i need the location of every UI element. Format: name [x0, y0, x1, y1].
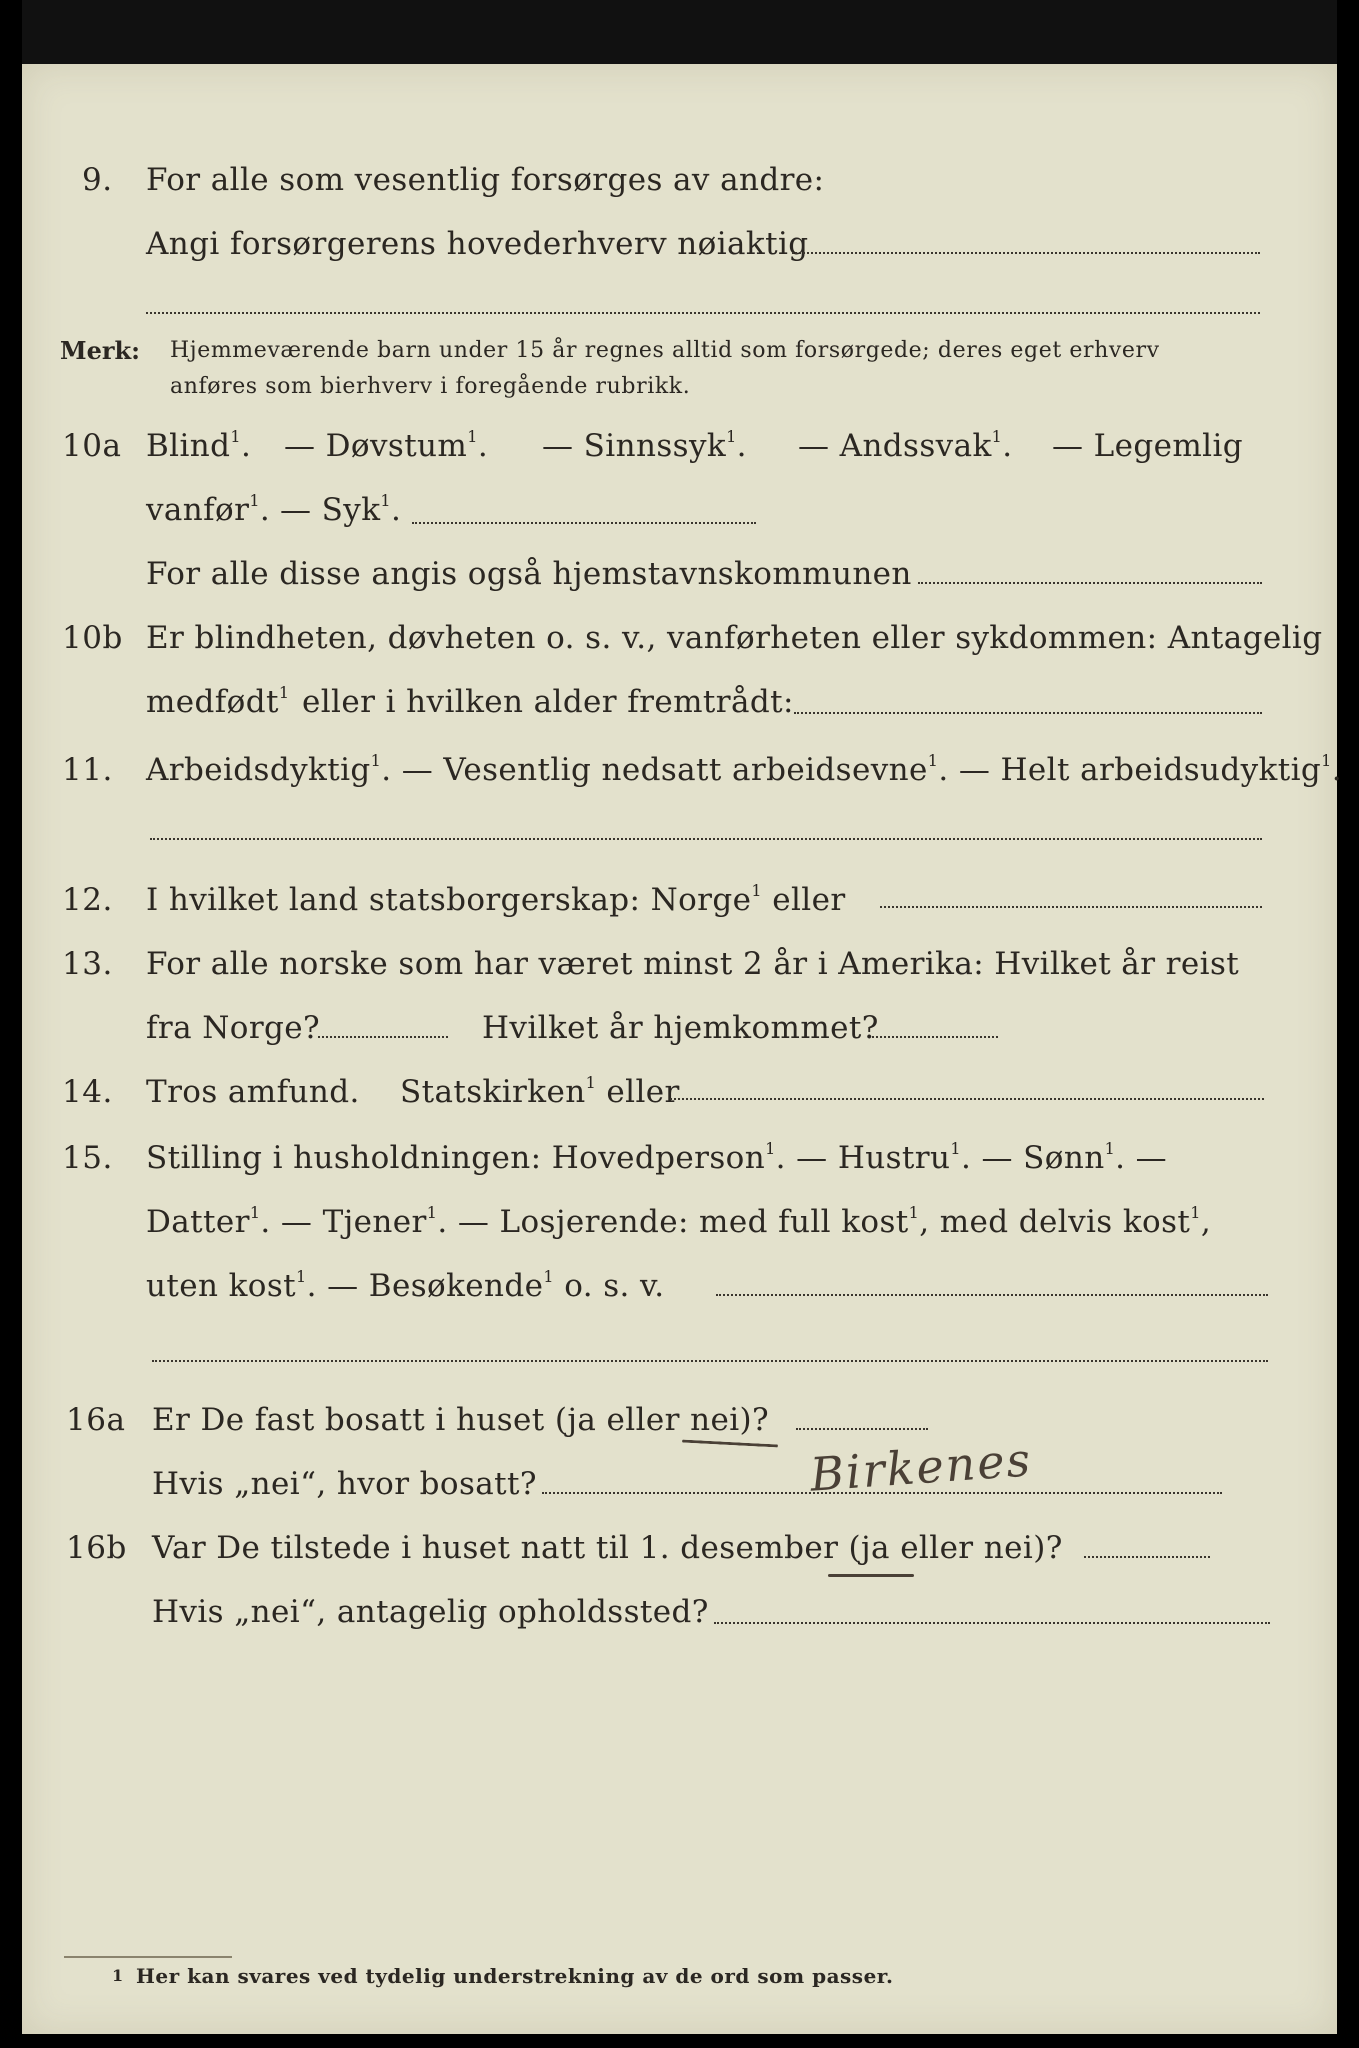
- option-statskirken[interactable]: Statskirken$^1$ eller: [400, 1073, 680, 1110]
- footnote-marker: 1: [112, 1966, 124, 1985]
- answer-line[interactable]: [716, 1294, 1268, 1296]
- answer-line[interactable]: [880, 906, 1262, 908]
- question-number: 16a: [66, 1402, 126, 1438]
- question-number: 10a: [62, 428, 122, 464]
- option-andssvak[interactable]: — Andssvak$^1$.: [798, 427, 1013, 464]
- note-label: Merk:: [60, 336, 140, 365]
- note-text: Hjemmeværende barn under 15 år regnes alltid som forsørgede; deres eget erhverv: [170, 338, 1160, 363]
- answer-line[interactable]: [918, 582, 1262, 584]
- answer-line[interactable]: [872, 1036, 998, 1038]
- scan-top-border: [22, 0, 1337, 64]
- answer-line[interactable]: [792, 252, 1260, 254]
- question-text: Var De tilstede i huset natt til 1. desember (ja eller nei)?: [152, 1530, 1063, 1566]
- option-medfodt[interactable]: medfødt$^1$: [146, 683, 290, 720]
- question-text: fra Norge?: [146, 1010, 321, 1046]
- answer-line[interactable]: [412, 522, 756, 524]
- question-number: 10b: [62, 620, 123, 656]
- answer-line[interactable]: [796, 1428, 928, 1430]
- question-number: 15.: [62, 1140, 113, 1176]
- option-legemlig[interactable]: — Legemlig: [1052, 428, 1244, 464]
- answer-line[interactable]: [318, 1036, 448, 1038]
- question-text: Hvilket år hjemkommet?: [482, 1010, 879, 1046]
- question-text: Hvis „nei“, antagelig opholdssted?: [152, 1594, 709, 1630]
- question-text: For alle disse angis også hjemstavnskommunen: [146, 556, 912, 592]
- handwritten-underline: [828, 1574, 914, 1577]
- question-text: eller i hvilken alder fremtrådt:: [302, 684, 794, 720]
- question-text: Er De fast bosatt i huset (ja eller nei)?: [152, 1402, 770, 1438]
- question-text: Tros amfund.: [146, 1074, 360, 1110]
- question-number: 13.: [62, 946, 113, 982]
- note-text: anføres som bierhverv i foregående rubrikk.: [170, 374, 691, 399]
- option-vanfor[interactable]: vanfør$^1$.: [146, 491, 271, 528]
- handwritten-answer: Birkenes: [808, 1432, 1034, 1502]
- option-line[interactable]: Stilling i husholdningen: Hovedperson$^1$. — Hustru$^1$. — Sønn$^1$. —: [146, 1139, 1168, 1176]
- option-dovstum[interactable]: — Døvstum$^1$.: [284, 427, 489, 464]
- question-number: 14.: [62, 1074, 113, 1110]
- footnote-rule: [64, 1956, 232, 1958]
- question-text: For alle som vesentlig forsørges av andre:: [146, 162, 825, 198]
- question-number: 16b: [66, 1530, 127, 1566]
- option-line[interactable]: Arbeidsdyktig$^1$. — Vesentlig nedsatt arbeidsevne$^1$. — Helt arbeidsudyktig$^1$.: [146, 751, 1343, 788]
- option-line[interactable]: Datter$^1$. — Tjener$^1$. — Losjerende: med full kost$^1$, med delvis kost$^1$,: [146, 1203, 1212, 1240]
- answer-line[interactable]: [714, 1622, 1270, 1624]
- option-line[interactable]: uten kost$^1$. — Besøkende$^1$ o. s. v.: [146, 1267, 665, 1304]
- option-sinnssyk[interactable]: — Sinnssyk$^1$.: [542, 427, 747, 464]
- question-text: I hvilket land statsborgerskap: Norge$^1$ eller: [146, 881, 846, 918]
- answer-line[interactable]: [146, 312, 1260, 314]
- question-text: Angi forsørgerens hovederhverv nøiaktig: [146, 226, 809, 262]
- option-syk[interactable]: — Syk$^1$.: [280, 491, 402, 528]
- question-text: Hvis „nei“, hvor bosatt?: [152, 1466, 537, 1502]
- question-text: For alle norske som har været minst 2 år i Amerika: Hvilket år reist: [146, 946, 1240, 982]
- question-text: Er blindheten, døvheten o. s. v., vanførheten eller sykdommen: Antagelig: [146, 620, 1323, 656]
- question-number: 12.: [62, 882, 113, 918]
- answer-line[interactable]: [150, 838, 1262, 840]
- answer-line[interactable]: [794, 712, 1262, 714]
- answer-line[interactable]: [670, 1098, 1264, 1100]
- footnote-text: Her kan svares ved tydelig understrekning av de ord som passer.: [136, 1964, 894, 1988]
- option-blind[interactable]: Blind$^1$.: [146, 427, 252, 464]
- question-number: 9.: [82, 162, 113, 198]
- question-number: 11.: [62, 752, 113, 788]
- answer-line[interactable]: [1084, 1556, 1210, 1558]
- answer-line[interactable]: [152, 1360, 1268, 1362]
